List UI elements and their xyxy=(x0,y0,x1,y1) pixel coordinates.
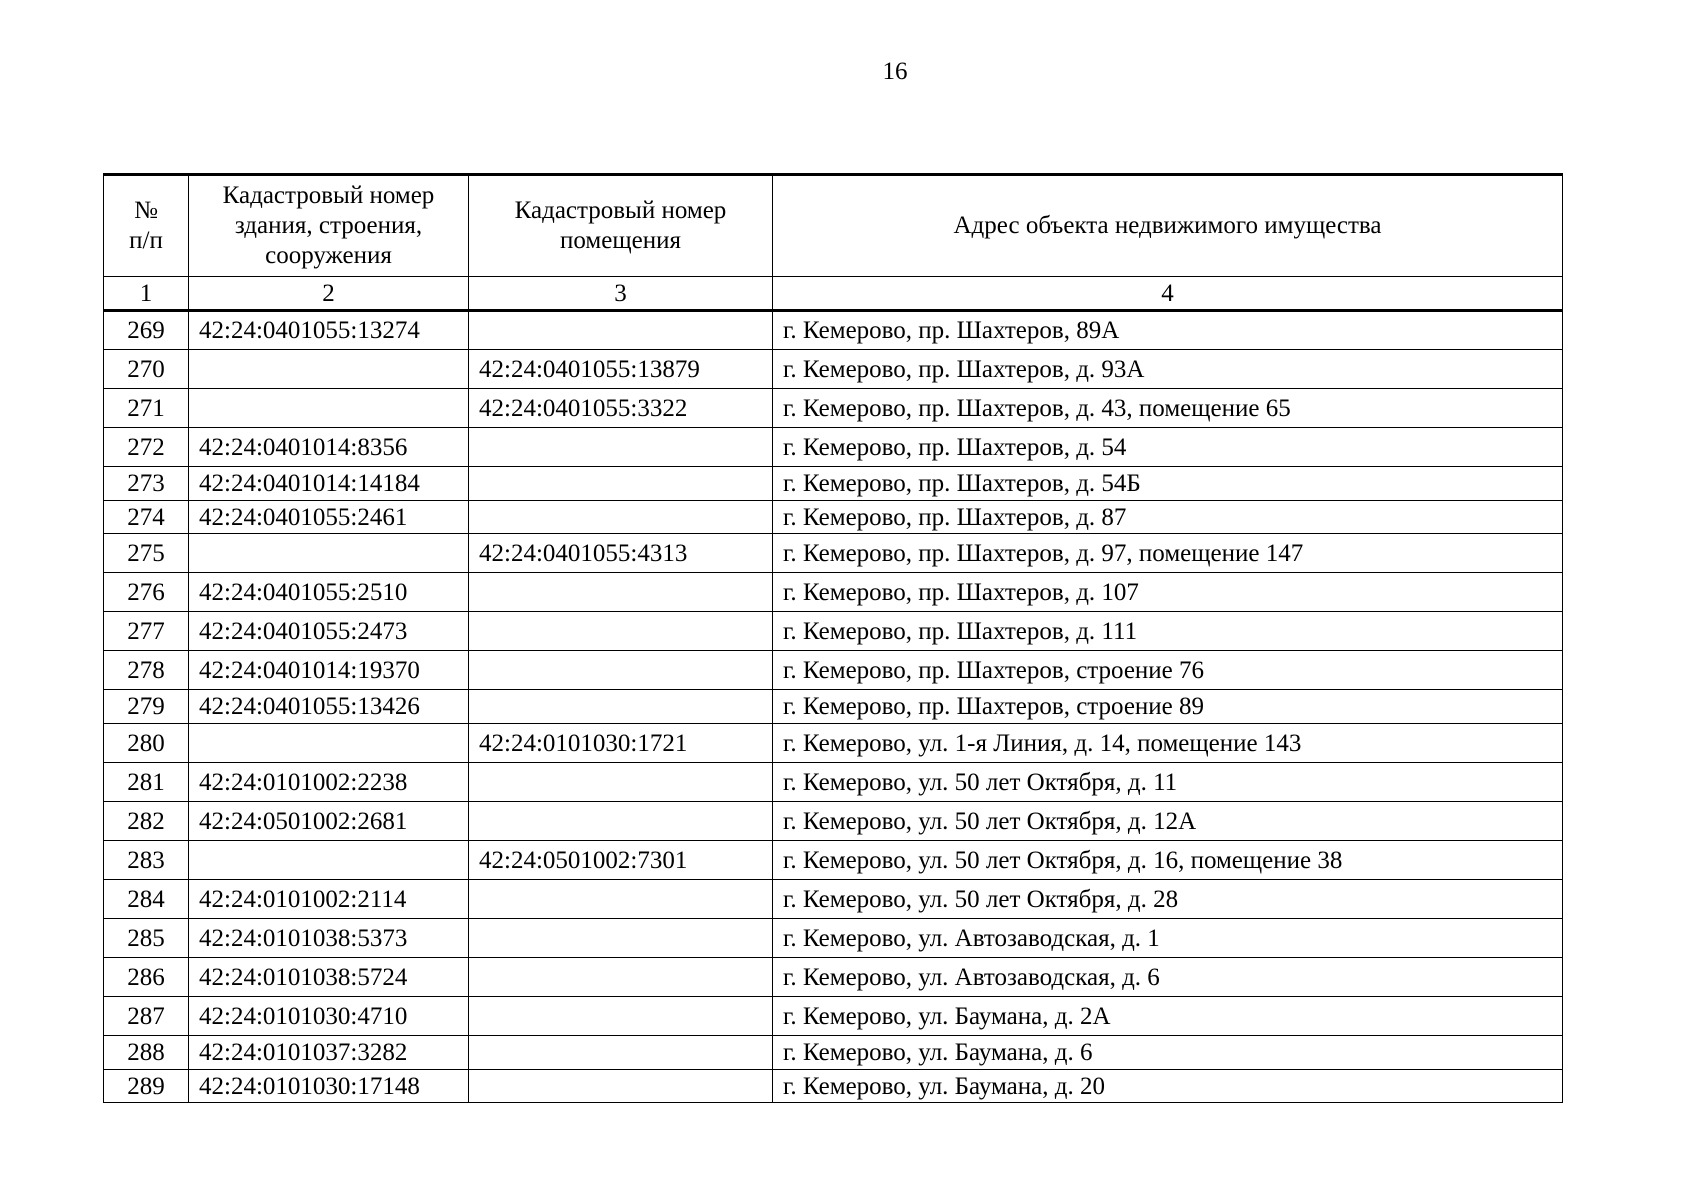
table-row xyxy=(104,880,1563,919)
room-cadastral-number xyxy=(469,958,773,997)
header-text: № xyxy=(134,197,158,224)
room-cadastral-number: 42:24:0401055:3322 xyxy=(469,389,773,428)
property-address: г. Кемерово, ул. 50 лет Октября, д. 12А xyxy=(773,802,1563,841)
room-cadastral-number xyxy=(469,573,773,612)
property-address: г. Кемерово, ул. 1-я Линия, д. 14, помещение 143 xyxy=(773,724,1563,763)
property-address: г. Кемерово, ул. Баумана, д. 2А xyxy=(773,997,1563,1036)
table-row xyxy=(104,1036,1563,1070)
table-row xyxy=(104,724,1563,763)
building-cadastral-number xyxy=(189,389,469,428)
row-number: 275 xyxy=(104,534,189,573)
building-cadastral-number: 42:24:0401055:2461 xyxy=(189,501,469,534)
room-cadastral-number xyxy=(469,802,773,841)
room-cadastral-number: 42:24:0501002:7301 xyxy=(469,841,773,880)
row-number: 269 xyxy=(104,311,189,350)
table-row xyxy=(104,311,1563,350)
property-address: г. Кемерово, пр. Шахтеров, д. 54Б xyxy=(773,467,1563,501)
table-row xyxy=(104,802,1563,841)
row-number: 286 xyxy=(104,958,189,997)
table-row xyxy=(104,763,1563,802)
column-number: 3 xyxy=(469,277,773,311)
property-address: г. Кемерово, пр. Шахтеров, д. 107 xyxy=(773,573,1563,612)
property-address: г. Кемерово, пр. Шахтеров, д. 111 xyxy=(773,612,1563,651)
row-number: 280 xyxy=(104,724,189,763)
column-number: 1 xyxy=(104,277,189,311)
room-cadastral-number xyxy=(469,428,773,467)
header-address: Адрес объекта недвижимого имущества xyxy=(773,175,1563,277)
property-address: г. Кемерово, ул. 50 лет Октября, д. 28 xyxy=(773,880,1563,919)
building-cadastral-number: 42:24:0101038:5373 xyxy=(189,919,469,958)
row-number: 284 xyxy=(104,880,189,919)
table-row xyxy=(104,997,1563,1036)
building-cadastral-number: 42:24:0401055:2510 xyxy=(189,573,469,612)
building-cadastral-number: 42:24:0501002:2681 xyxy=(189,802,469,841)
table-row xyxy=(104,690,1563,724)
header-text: здания, строения, xyxy=(234,212,423,239)
row-number: 285 xyxy=(104,919,189,958)
room-cadastral-number xyxy=(469,467,773,501)
room-cadastral-number xyxy=(469,612,773,651)
building-cadastral-number: 42:24:0101037:3282 xyxy=(189,1036,469,1070)
room-cadastral-number xyxy=(469,997,773,1036)
header-row-number xyxy=(104,175,189,277)
row-number: 282 xyxy=(104,802,189,841)
property-address: г. Кемерово, пр. Шахтеров, строение 89 xyxy=(773,690,1563,724)
room-cadastral-number xyxy=(469,651,773,690)
table-row xyxy=(104,841,1563,880)
row-number: 276 xyxy=(104,573,189,612)
building-cadastral-number: 42:24:0401014:14184 xyxy=(189,467,469,501)
room-cadastral-number xyxy=(469,501,773,534)
table-row xyxy=(104,534,1563,573)
building-cadastral-number: 42:24:0101030:4710 xyxy=(189,997,469,1036)
row-number: 274 xyxy=(104,501,189,534)
property-address: г. Кемерово, ул. Баумана, д. 6 xyxy=(773,1036,1563,1070)
room-cadastral-number xyxy=(469,919,773,958)
property-address: г. Кемерово, пр. Шахтеров, строение 76 xyxy=(773,651,1563,690)
room-cadastral-number xyxy=(469,690,773,724)
property-address: г. Кемерово, пр. Шахтеров, д. 93А xyxy=(773,350,1563,389)
table-row xyxy=(104,612,1563,651)
building-cadastral-number xyxy=(189,724,469,763)
property-address: г. Кемерово, ул. 50 лет Октября, д. 11 xyxy=(773,763,1563,802)
row-number: 277 xyxy=(104,612,189,651)
building-cadastral-number: 42:24:0401055:13426 xyxy=(189,690,469,724)
room-cadastral-number xyxy=(469,1070,773,1103)
room-cadastral-number xyxy=(469,1036,773,1070)
property-address: г. Кемерово, ул. 50 лет Октября, д. 16, помещение 38 xyxy=(773,841,1563,880)
row-number: 273 xyxy=(104,467,189,501)
room-cadastral-number xyxy=(469,311,773,350)
property-address: г. Кемерово, ул. Баумана, д. 20 xyxy=(773,1070,1563,1103)
property-address: г. Кемерово, пр. Шахтеров, д. 54 xyxy=(773,428,1563,467)
room-cadastral-number: 42:24:0101030:1721 xyxy=(469,724,773,763)
building-cadastral-number: 42:24:0401014:8356 xyxy=(189,428,469,467)
row-number: 287 xyxy=(104,997,189,1036)
row-number: 283 xyxy=(104,841,189,880)
room-cadastral-number xyxy=(469,880,773,919)
header-text: п/п xyxy=(129,227,163,254)
table-row xyxy=(104,350,1563,389)
header-room-cadastral xyxy=(469,175,773,277)
building-cadastral-number: 42:24:0101002:2114 xyxy=(189,880,469,919)
building-cadastral-number: 42:24:0101038:5724 xyxy=(189,958,469,997)
table-row xyxy=(104,501,1563,534)
building-cadastral-number: 42:24:0401055:13274 xyxy=(189,311,469,350)
header-building-cadastral xyxy=(189,175,469,277)
property-address: г. Кемерово, ул. Автозаводская, д. 1 xyxy=(773,919,1563,958)
table-row xyxy=(104,573,1563,612)
building-cadastral-number xyxy=(189,350,469,389)
property-table xyxy=(103,173,1563,1103)
row-number: 289 xyxy=(104,1070,189,1103)
table-row xyxy=(104,389,1563,428)
room-cadastral-number: 42:24:0401055:13879 xyxy=(469,350,773,389)
building-cadastral-number xyxy=(189,534,469,573)
row-number: 288 xyxy=(104,1036,189,1070)
header-text: Кадастровый номер xyxy=(222,182,435,209)
row-number: 270 xyxy=(104,350,189,389)
room-cadastral-number: 42:24:0401055:4313 xyxy=(469,534,773,573)
property-address: г. Кемерово, пр. Шахтеров, д. 97, помещение 147 xyxy=(773,534,1563,573)
table-row xyxy=(104,919,1563,958)
table-body xyxy=(104,311,1563,1103)
table-row xyxy=(104,958,1563,997)
property-address: г. Кемерово, пр. Шахтеров, 89А xyxy=(773,311,1563,350)
building-cadastral-number: 42:24:0401014:19370 xyxy=(189,651,469,690)
building-cadastral-number xyxy=(189,841,469,880)
column-number-row xyxy=(104,277,1563,311)
header-text: Кадастровый номер xyxy=(514,197,727,224)
row-number: 272 xyxy=(104,428,189,467)
property-address: г. Кемерово, ул. Автозаводская, д. 6 xyxy=(773,958,1563,997)
property-address: г. Кемерово, пр. Шахтеров, д. 87 xyxy=(773,501,1563,534)
row-number: 281 xyxy=(104,763,189,802)
building-cadastral-number: 42:24:0101030:17148 xyxy=(189,1070,469,1103)
column-number: 2 xyxy=(189,277,469,311)
table-header-row xyxy=(104,175,1563,277)
row-number: 278 xyxy=(104,651,189,690)
row-number: 271 xyxy=(104,389,189,428)
table-row xyxy=(104,467,1563,501)
row-number: 279 xyxy=(104,690,189,724)
room-cadastral-number xyxy=(469,763,773,802)
column-number: 4 xyxy=(773,277,1563,311)
table-row xyxy=(104,428,1563,467)
building-cadastral-number: 42:24:0401055:2473 xyxy=(189,612,469,651)
table-row xyxy=(104,1070,1563,1103)
table-row xyxy=(104,651,1563,690)
page-number: 16 xyxy=(882,58,908,85)
building-cadastral-number: 42:24:0101002:2238 xyxy=(189,763,469,802)
header-text: сооружения xyxy=(265,242,392,269)
header-text: помещения xyxy=(560,227,681,254)
property-address: г. Кемерово, пр. Шахтеров, д. 43, помещение 65 xyxy=(773,389,1563,428)
